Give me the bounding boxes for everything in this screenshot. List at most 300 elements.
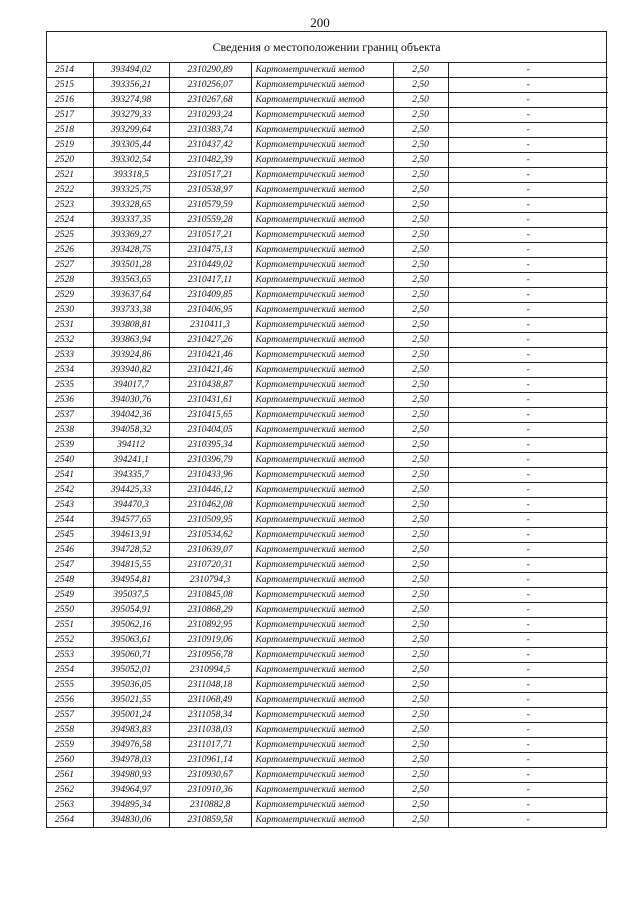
cell-accuracy: 2,50 (393, 468, 448, 483)
cell-description: - (448, 483, 608, 498)
cell-method: Картометрический метод (251, 813, 393, 828)
cell-method: Картометрический метод (251, 633, 393, 648)
cell-method: Картометрический метод (251, 198, 393, 213)
cell-point-number: 2558 (47, 723, 93, 738)
cell-x-coordinate: 393808,81 (93, 318, 169, 333)
cell-method: Картометрический метод (251, 348, 393, 363)
cell-point-number: 2515 (47, 78, 93, 93)
cell-method: Картометрический метод (251, 123, 393, 138)
table-row (47, 408, 608, 423)
table-row (47, 813, 608, 828)
cell-accuracy: 2,50 (393, 273, 448, 288)
cell-method: Картометрический метод (251, 93, 393, 108)
cell-x-coordinate: 394425,33 (93, 483, 169, 498)
cell-description: - (448, 228, 608, 243)
cell-point-number: 2519 (47, 138, 93, 153)
cell-accuracy: 2,50 (393, 93, 448, 108)
cell-y-coordinate: 2310417,11 (169, 273, 251, 288)
cell-x-coordinate: 394470,3 (93, 498, 169, 513)
cell-y-coordinate: 2310517,21 (169, 228, 251, 243)
cell-x-coordinate: 393302,54 (93, 153, 169, 168)
table-row (47, 528, 608, 543)
cell-y-coordinate: 2310421,46 (169, 348, 251, 363)
cell-description: - (448, 453, 608, 468)
cell-point-number: 2524 (47, 213, 93, 228)
cell-x-coordinate: 394964,97 (93, 783, 169, 798)
cell-x-coordinate: 394815,55 (93, 558, 169, 573)
cell-description: - (448, 288, 608, 303)
cell-method: Картометрический метод (251, 78, 393, 93)
cell-point-number: 2529 (47, 288, 93, 303)
table-row (47, 513, 608, 528)
cell-y-coordinate: 2310383,74 (169, 123, 251, 138)
cell-point-number: 2551 (47, 618, 93, 633)
cell-description: - (448, 318, 608, 333)
cell-x-coordinate: 394112 (93, 438, 169, 453)
cell-y-coordinate: 2310509,95 (169, 513, 251, 528)
cell-x-coordinate: 395054,91 (93, 603, 169, 618)
cell-description: - (448, 198, 608, 213)
cell-point-number: 2520 (47, 153, 93, 168)
cell-x-coordinate: 394830,06 (93, 813, 169, 828)
cell-point-number: 2556 (47, 693, 93, 708)
cell-x-coordinate: 394976,58 (93, 738, 169, 753)
cell-y-coordinate: 2310415,65 (169, 408, 251, 423)
cell-accuracy: 2,50 (393, 588, 448, 603)
cell-y-coordinate: 2310427,26 (169, 333, 251, 348)
table-row (47, 498, 608, 513)
cell-y-coordinate: 2310720,31 (169, 558, 251, 573)
cell-y-coordinate: 2310395,34 (169, 438, 251, 453)
cell-accuracy: 2,50 (393, 108, 448, 123)
cell-y-coordinate: 2310475,13 (169, 243, 251, 258)
cell-y-coordinate: 2310859,58 (169, 813, 251, 828)
cell-description: - (448, 558, 608, 573)
table-row (47, 633, 608, 648)
cell-y-coordinate: 2310892,95 (169, 618, 251, 633)
cell-accuracy: 2,50 (393, 573, 448, 588)
cell-method: Картометрический метод (251, 693, 393, 708)
cell-method: Картометрический метод (251, 528, 393, 543)
cell-description: - (448, 783, 608, 798)
table-row (47, 288, 608, 303)
table-row (47, 138, 608, 153)
cell-method: Картометрический метод (251, 723, 393, 738)
cell-y-coordinate: 2310482,39 (169, 153, 251, 168)
cell-accuracy: 2,50 (393, 363, 448, 378)
cell-y-coordinate: 2310411,3 (169, 318, 251, 333)
cell-description: - (448, 498, 608, 513)
cell-accuracy: 2,50 (393, 348, 448, 363)
cell-point-number: 2546 (47, 543, 93, 558)
table-row (47, 543, 608, 558)
cell-method: Картометрический метод (251, 618, 393, 633)
cell-y-coordinate: 2310639,07 (169, 543, 251, 558)
cell-method: Картометрический метод (251, 153, 393, 168)
cell-accuracy: 2,50 (393, 798, 448, 813)
cell-point-number: 2532 (47, 333, 93, 348)
cell-x-coordinate: 393328,65 (93, 198, 169, 213)
table-row (47, 243, 608, 258)
cell-method: Картометрический метод (251, 513, 393, 528)
cell-accuracy: 2,50 (393, 153, 448, 168)
cell-method: Картометрический метод (251, 363, 393, 378)
cell-accuracy: 2,50 (393, 723, 448, 738)
cell-description: - (448, 333, 608, 348)
table-row (47, 708, 608, 723)
cell-accuracy: 2,50 (393, 303, 448, 318)
table-row (47, 228, 608, 243)
cell-description: - (526, 815, 530, 826)
cell-description: - (448, 528, 608, 543)
table-row (47, 123, 608, 138)
cell-description: - (448, 573, 608, 588)
cell-accuracy: 2,50 (393, 123, 448, 138)
cell-x-coordinate: 393563,65 (93, 273, 169, 288)
cell-y-coordinate: 2310293,24 (169, 108, 251, 123)
cell-description: - (448, 303, 608, 318)
cell-description: - (448, 693, 608, 708)
cell-x-coordinate: 394954,81 (93, 573, 169, 588)
cell-description: - (448, 363, 608, 378)
cell-description: - (448, 138, 608, 153)
table-row (47, 183, 608, 198)
cell-point-number: 2547 (47, 558, 93, 573)
cell-point-number: 2540 (47, 453, 93, 468)
cell-y-coordinate: 2310421,46 (169, 363, 251, 378)
cell-x-coordinate: 394978,03 (93, 753, 169, 768)
cell-y-coordinate: 2310517,21 (169, 168, 251, 183)
cell-y-coordinate: 2310446,12 (169, 483, 251, 498)
cell-x-coordinate: 393369,27 (93, 228, 169, 243)
cell-accuracy: 2,50 (393, 633, 448, 648)
cell-y-coordinate: 2310882,8 (169, 798, 251, 813)
cell-y-coordinate: 2311068,49 (169, 693, 251, 708)
cell-y-coordinate: 2310431,61 (169, 393, 251, 408)
cell-description: - (448, 63, 608, 78)
cell-point-number: 2525 (47, 228, 93, 243)
coordinates-table-body (47, 63, 608, 827)
cell-point-number: 2536 (47, 393, 93, 408)
cell-accuracy: 2,50 (393, 543, 448, 558)
section-title: Сведения о местоположении границ объекта (47, 32, 606, 63)
cell-y-coordinate: 2310433,96 (169, 468, 251, 483)
cell-y-coordinate: 2310559,28 (169, 213, 251, 228)
table-row (47, 693, 608, 708)
table-row (47, 753, 608, 768)
cell-accuracy: 2,50 (393, 813, 448, 828)
cell-accuracy: 2,50 (393, 618, 448, 633)
table-row (47, 678, 608, 693)
table-row (47, 393, 608, 408)
cell-y-coordinate: 2310961,14 (169, 753, 251, 768)
cell-y-coordinate: 2310267,68 (169, 93, 251, 108)
cell-accuracy: 2,50 (393, 333, 448, 348)
cell-accuracy: 2,50 (393, 378, 448, 393)
cell-x-coordinate: 395062,16 (93, 618, 169, 633)
table-row (47, 738, 608, 753)
cell-accuracy: 2,50 (393, 138, 448, 153)
table-row (47, 558, 608, 573)
cell-method: Картометрический метод (251, 408, 393, 423)
cell-x-coordinate: 393274,98 (93, 93, 169, 108)
cell-description: - (448, 603, 608, 618)
table-row (47, 363, 608, 378)
cell-description: - (448, 168, 608, 183)
cell-accuracy: 2,50 (393, 438, 448, 453)
cell-x-coordinate: 393299,64 (93, 123, 169, 138)
cell-description: - (448, 393, 608, 408)
cell-method: Картометрический метод (251, 303, 393, 318)
table-row (47, 303, 608, 318)
table-row (47, 198, 608, 213)
cell-x-coordinate: 394241,1 (93, 453, 169, 468)
table-row (47, 438, 608, 453)
cell-method: Картометрический метод (251, 498, 393, 513)
cell-accuracy: 2,50 (393, 528, 448, 543)
cell-y-coordinate: 2310396,79 (169, 453, 251, 468)
cell-method: Картометрический метод (251, 228, 393, 243)
cell-description: - (448, 108, 608, 123)
cell-accuracy: 2,50 (393, 243, 448, 258)
cell-point-number: 2562 (47, 783, 93, 798)
table-row (47, 588, 608, 603)
cell-description: - (448, 93, 608, 108)
table-row (47, 333, 608, 348)
cell-y-coordinate: 2310462,08 (169, 498, 251, 513)
cell-method: Картометрический метод (251, 273, 393, 288)
cell-point-number: 2517 (47, 108, 93, 123)
table-row (47, 618, 608, 633)
cell-x-coordinate: 393318,5 (93, 168, 169, 183)
cell-description: - (448, 348, 608, 363)
cell-y-coordinate: 2310919,06 (169, 633, 251, 648)
cell-point-number: 2543 (47, 498, 93, 513)
cell-point-number: 2555 (47, 678, 93, 693)
cell-point-number: 2531 (47, 318, 93, 333)
cell-x-coordinate: 393325,75 (93, 183, 169, 198)
cell-point-number: 2527 (47, 258, 93, 273)
cell-y-coordinate: 2310256,07 (169, 78, 251, 93)
cell-point-number: 2521 (47, 168, 93, 183)
cell-description: - (448, 213, 608, 228)
table-row (47, 153, 608, 168)
cell-method: Картометрический метод (251, 648, 393, 663)
cell-point-number: 2545 (47, 528, 93, 543)
cell-point-number: 2561 (47, 768, 93, 783)
cell-accuracy: 2,50 (393, 483, 448, 498)
cell-accuracy: 2,50 (393, 168, 448, 183)
cell-method: Картометрический метод (251, 603, 393, 618)
cell-x-coordinate: 393940,82 (93, 363, 169, 378)
cell-description: - (448, 153, 608, 168)
cell-description: - (448, 258, 608, 273)
cell-y-coordinate: 2311058,34 (169, 708, 251, 723)
cell-point-number: 2554 (47, 663, 93, 678)
cell-x-coordinate: 394030,76 (93, 393, 169, 408)
cell-method: Картометрический метод (251, 573, 393, 588)
cell-method: Картометрический метод (251, 663, 393, 678)
cell-x-coordinate: 393356,21 (93, 78, 169, 93)
cell-x-coordinate: 393494,02 (93, 63, 169, 78)
cell-accuracy: 2,50 (393, 408, 448, 423)
table-row (47, 318, 608, 333)
cell-description: - (448, 588, 608, 603)
cell-point-number: 2528 (47, 273, 93, 288)
cell-x-coordinate: 394017,7 (93, 378, 169, 393)
cell-x-coordinate: 394613,91 (93, 528, 169, 543)
cell-accuracy: 2,50 (393, 213, 448, 228)
cell-point-number: 2516 (47, 93, 93, 108)
cell-description: - (448, 123, 608, 138)
cell-method: Картометрический метод (251, 183, 393, 198)
table-row (47, 483, 608, 498)
cell-y-coordinate: 2310538,97 (169, 183, 251, 198)
cell-y-coordinate: 2310449,02 (169, 258, 251, 273)
cell-y-coordinate: 2311048,18 (169, 678, 251, 693)
cell-point-number: 2530 (47, 303, 93, 318)
cell-accuracy: 2,50 (393, 693, 448, 708)
table-row (47, 348, 608, 363)
cell-y-coordinate: 2310910,36 (169, 783, 251, 798)
cell-y-coordinate: 2310404,05 (169, 423, 251, 438)
table-row (47, 378, 608, 393)
cell-y-coordinate: 2310956,78 (169, 648, 251, 663)
cell-method: Картометрический метод (251, 753, 393, 768)
cell-point-number: 2553 (47, 648, 93, 663)
cell-accuracy: 2,50 (393, 423, 448, 438)
table-row (47, 783, 608, 798)
cell-point-number: 2535 (47, 378, 93, 393)
cell-description: - (448, 438, 608, 453)
cell-method: Картометрический метод (251, 708, 393, 723)
cell-method: Картометрический метод (251, 318, 393, 333)
table-row (47, 213, 608, 228)
cell-method: Картометрический метод (251, 453, 393, 468)
cell-method: Картометрический метод (251, 558, 393, 573)
cell-method: Картометрический метод (251, 768, 393, 783)
cell-method: Картометрический метод (251, 798, 393, 813)
cell-y-coordinate: 2310794,3 (169, 573, 251, 588)
cell-method: Картометрический метод (251, 108, 393, 123)
cell-y-coordinate: 2310437,42 (169, 138, 251, 153)
cell-method: Картометрический метод (251, 543, 393, 558)
cell-x-coordinate: 393428,75 (93, 243, 169, 258)
cell-point-number: 2514 (47, 63, 93, 78)
cell-x-coordinate: 395037,5 (93, 588, 169, 603)
cell-x-coordinate: 393305,44 (93, 138, 169, 153)
cell-x-coordinate: 395052,01 (93, 663, 169, 678)
cell-accuracy: 2,50 (393, 753, 448, 768)
cell-description: - (448, 708, 608, 723)
cell-accuracy: 2,50 (393, 498, 448, 513)
cell-method: Картометрический метод (251, 783, 393, 798)
cell-point-number: 2518 (47, 123, 93, 138)
cell-description: - (448, 468, 608, 483)
cell-y-coordinate: 2310409,85 (169, 288, 251, 303)
cell-x-coordinate: 393501,28 (93, 258, 169, 273)
cell-accuracy: 2,50 (393, 603, 448, 618)
cell-x-coordinate: 395036,05 (93, 678, 169, 693)
cell-point-number: 2523 (47, 198, 93, 213)
cell-point-number: 2564 (47, 813, 93, 828)
cell-y-coordinate: 2310845,08 (169, 588, 251, 603)
table-row (47, 573, 608, 588)
cell-accuracy: 2,50 (393, 63, 448, 78)
cell-point-number: 2533 (47, 348, 93, 363)
cell-x-coordinate: 393637,64 (93, 288, 169, 303)
table-row (47, 723, 608, 738)
table-row (47, 663, 608, 678)
cell-point-number: 2542 (47, 483, 93, 498)
cell-accuracy: 2,50 (393, 678, 448, 693)
cell-point-number: 2557 (47, 708, 93, 723)
cell-description: - (448, 753, 608, 768)
cell-accuracy: 2,50 (393, 393, 448, 408)
cell-x-coordinate: 395063,61 (93, 633, 169, 648)
cell-x-coordinate: 395021,55 (93, 693, 169, 708)
cell-method: Картометрический метод (251, 243, 393, 258)
cell-x-coordinate: 394577,65 (93, 513, 169, 528)
cell-y-coordinate: 2310534,62 (169, 528, 251, 543)
table-row (47, 258, 608, 273)
cell-description: - (448, 273, 608, 288)
cell-accuracy: 2,50 (393, 198, 448, 213)
table-row (47, 798, 608, 813)
cell-point-number: 2548 (47, 573, 93, 588)
cell-x-coordinate: 393279,33 (93, 108, 169, 123)
cell-method: Картометрический метод (251, 333, 393, 348)
cell-method: Картометрический метод (251, 738, 393, 753)
cell-accuracy: 2,50 (393, 228, 448, 243)
cell-method: Картометрический метод (251, 138, 393, 153)
cell-x-coordinate: 395060,71 (93, 648, 169, 663)
cell-y-coordinate: 2310868,29 (169, 603, 251, 618)
cell-y-coordinate: 2311038,03 (169, 723, 251, 738)
cell-point-number: 2539 (47, 438, 93, 453)
cell-description: - (448, 768, 608, 783)
table-row (47, 78, 608, 93)
cell-x-coordinate: 395001,24 (93, 708, 169, 723)
cell-point-number: 2563 (47, 798, 93, 813)
cell-accuracy: 2,50 (393, 513, 448, 528)
cell-accuracy: 2,50 (393, 453, 448, 468)
table-row (47, 468, 608, 483)
cell-description: - (448, 618, 608, 633)
cell-point-number: 2544 (47, 513, 93, 528)
cell-method: Картометрический метод (251, 288, 393, 303)
cell-description: - (448, 378, 608, 393)
table-row (47, 648, 608, 663)
cell-accuracy: 2,50 (393, 78, 448, 93)
table-row (47, 273, 608, 288)
cell-method: Картометрический метод (251, 63, 393, 78)
cell-accuracy: 2,50 (393, 663, 448, 678)
cell-method: Картометрический метод (251, 438, 393, 453)
cell-point-number: 2549 (47, 588, 93, 603)
cell-description: - (448, 183, 608, 198)
table-row (47, 768, 608, 783)
cell-y-coordinate: 2310438,87 (169, 378, 251, 393)
boundary-table-sheet (46, 31, 607, 828)
table-row (47, 423, 608, 438)
cell-x-coordinate: 393924,86 (93, 348, 169, 363)
cell-method: Картометрический метод (251, 213, 393, 228)
cell-method: Картометрический метод (251, 393, 393, 408)
table-row (47, 108, 608, 123)
coordinates-table (47, 63, 608, 827)
cell-description: - (448, 243, 608, 258)
